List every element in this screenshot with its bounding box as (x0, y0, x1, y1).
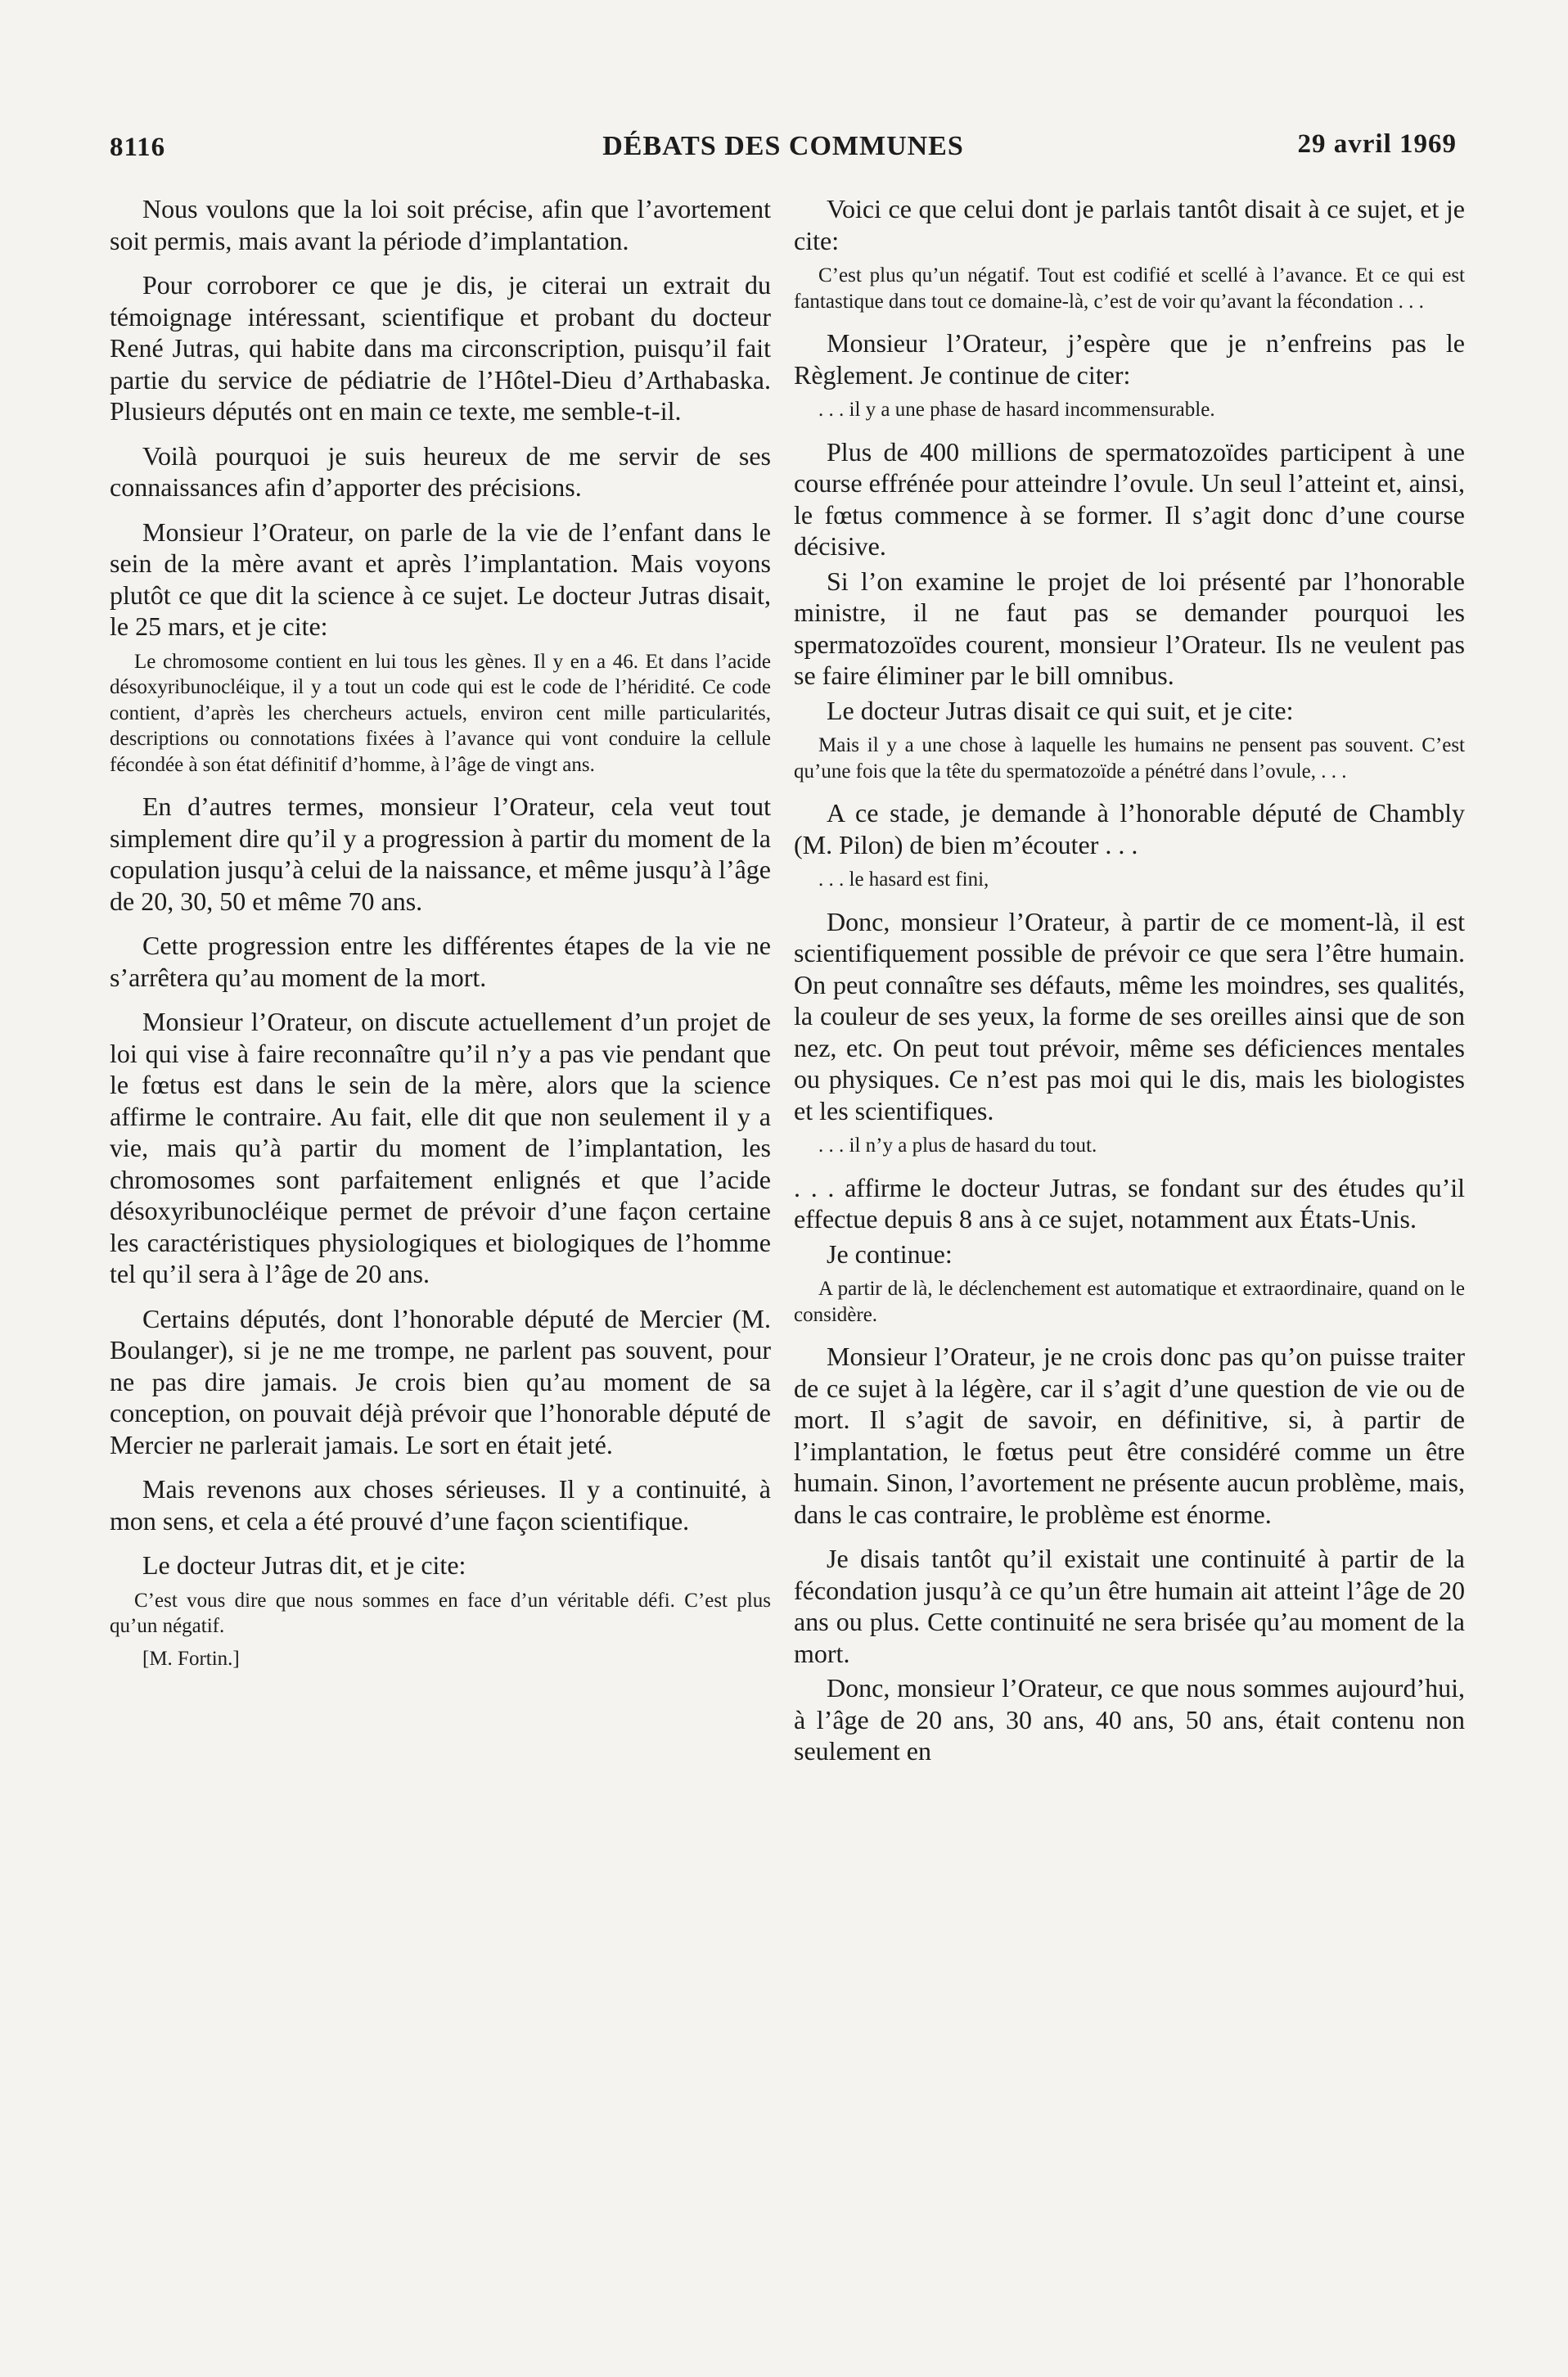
paragraph: Cette progression entre les différentes étapes de la vie ne s’arrêtera qu’au moment de la mort. (110, 931, 771, 992)
paragraph: Le docteur Jutras disait ce qui suit, et je cite: (827, 695, 1294, 725)
left-column (110, 193, 771, 1671)
paragraph: En d’autres termes, monsieur l’Orateur, cela veut tout simplement dire qu’il y a progression à partir du moment de la copulation jusqu’à celui de la naissance, et même jusqu’à l’âge de 20, 30, 50 et même 70 ans. (110, 792, 771, 916)
paragraph: A ce stade, je demande à l’honorable député de Chambly (M. Pilon) de bien m’écouter . . . (794, 798, 1465, 859)
block-quote: A partir de là, le déclenchement est automatique et extraordinaire, quand on le considère. (794, 1278, 1465, 1326)
paragraph: Certains députés, dont l’honorable député de Mercier (M. Boulanger), si je ne me trompe, ne parlent pas souvent, pour ne pas dire jamais. Je crois bien qu’au moment de sa conception, on pouvait déjà prévoir que l’honorable député de Mercier ne parlerait jamais. Le sort en était jeté. (110, 1303, 771, 1459)
right-column (794, 193, 1465, 1767)
paragraph: Voilà pourquoi je suis heureux de me servir de ses connaissances afin d’apporter des précisions. (110, 440, 771, 502)
paragraph: Donc, monsieur l’Orateur, ce que nous sommes aujourd’hui, à l’âge de 20 ans, 30 ans, 40 ans, 50 ans, était contenu non seulement en (794, 1673, 1465, 1766)
block-quote: . . . le hasard est fini, (818, 868, 989, 891)
paragraph: Monsieur l’Orateur, on discute actuellement d’un projet de loi qui vise à faire reconnaître qu’il n’y a pas vie pendant que le fœtus est dans le sein de la mère, alors que la science affirme le contraire. Au fait, elle dit que non seulement il y a vie, mais qu’à partir du moment de l’implantation, les chromosomes sont parfaitement enlignés et que l’acide désoxyribunocléique permet de prévoir d’une façon certaine les caractéristiques physiologiques et biologiques de l’homme tel qu’il sera à l’âge de 20 ans. (110, 1007, 771, 1288)
block-quote: C’est plus qu’un négatif. Tout est codifié et scellé à l’avance. Et ce qui est fantastique dans tout ce domaine-là, c’est de voir qu’avant la fécondation . . . (794, 264, 1465, 313)
paragraph: Monsieur l’Orateur, je ne crois donc pas qu’on puisse traiter de ce sujet à la légère, car il s’agit d’une question de vie ou de mort. Il s’agit de savoir, en définitive, si, à partir de l’implantation, le fœtus peut être considéré comme un être humain. Sinon, l’avortement ne présente aucun problème, mais, dans le cas contraire, le problème est énorme. (794, 1342, 1465, 1529)
paragraph: Nous voulons que la loi soit précise, afin que l’avortement soit permis, mais avant la période d’implantation. (110, 194, 771, 255)
paragraph: Si l’on examine le projet de loi présenté par l’honorable ministre, il ne faut pas se demander pourquoi les spermatozoïdes courent, monsieur l’Orateur. Ils ne veulent pas se faire éliminer par le bill omnibus. (794, 566, 1465, 690)
paragraph: Le docteur Jutras dit, et je cite: (142, 1550, 466, 1580)
page-date: 29 avril 1969 (1297, 129, 1457, 159)
block-quote: . . . il y a une phase de hasard incommensurable. (818, 399, 1215, 421)
speaker-attribution: [M. Fortin.] (142, 1647, 240, 1670)
block-quote: C’est vous dire que nous sommes en face d’un véritable défi. C’est plus qu’un négatif. (110, 1589, 771, 1637)
block-quote: . . . il n’y a plus de hasard du tout. (818, 1134, 1097, 1157)
publication-title: DÉBATS DES COMMUNES (602, 131, 964, 161)
page-number: 8116 (110, 133, 166, 162)
paragraph: . . . affirme le docteur Jutras, se fondant sur des études qu’il effectue depuis 8 ans à ce sujet, notamment aux États-Unis. (794, 1172, 1465, 1234)
paragraph: Voici ce que celui dont je parlais tantôt disait à ce sujet, et je cite: (794, 194, 1465, 255)
paragraph: Je continue: (827, 1238, 953, 1269)
paragraph: Pour corroborer ce que je dis, je citerai un extrait du témoignage intéressant, scientifique et probant du docteur René Jutras, qui habite dans ma circonscription, puisqu’il fait partie du service de pédiatrie de l’Hôtel-Dieu d’Arthabaska. Plusieurs députés ont en main ce texte, me semble-t-il. (110, 270, 771, 426)
paragraph: Donc, monsieur l’Orateur, à partir de ce moment-là, il est scientifiquement possible de prévoir ce que sera l’être humain. On peut connaître ses défauts, même les moindres, ses qualités, la couleur de ses yeux, la forme de ses oreilles ainsi que de son nez, etc. On peut tout prévoir, même ses déficiences mentales ou physiques. Ce n’est pas moi qui le dis, mais les biologistes et les scientifiques. (794, 906, 1465, 1125)
paragraph: Plus de 400 millions de spermatozoïdes participent à une course effrénée pour atteindre l’ovule. Un seul l’atteint et, ainsi, le fœtus commence à se former. Il s’agit donc d’une course décisive. (794, 436, 1465, 561)
paragraph: Monsieur l’Orateur, j’espère que je n’enfreins pas le Règlement. Je continue de citer: (794, 328, 1465, 390)
paragraph: Monsieur l’Orateur, on parle de la vie de l’enfant dans le sein de la mère avant et après l’implantation. Mais voyons plutôt ce que dit la science à ce sujet. Le docteur Jutras disait, le 25 mars, et je cite: (110, 516, 771, 641)
block-quote: Le chromosome contient en lui tous les gènes. Il y en a 46. Et dans l’acide désoxyribunocléique, il y a tout un code qui est le code de l’héridité. Ce code contient, d’après les chercheurs actuels, environ cent mille particularités, descriptions ou connotations fixées à l’avance qui vont conduire la cellule fécondée à son état définitif d’homme, à l’âge de vingt ans. (110, 650, 771, 776)
paragraph: Je disais tantôt qu’il existait une continuité à partir de la fécondation jusqu’à ce qu’un être humain ait atteint l’âge de 20 ans ou plus. Cette continuité ne sera brisée qu’au moment de la mort. (794, 1544, 1465, 1668)
block-quote: Mais il y a une chose à laquelle les humains ne pensent pas souvent. C’est qu’une fois que la tête du spermatozoïde a pénétré dans l’ovule, . . . (794, 734, 1465, 783)
page-header (110, 129, 1457, 170)
paragraph: Mais revenons aux choses sérieuses. Il y a continuité, à mon sens, et cela a été prouvé d’une façon scientifique. (110, 1474, 771, 1536)
